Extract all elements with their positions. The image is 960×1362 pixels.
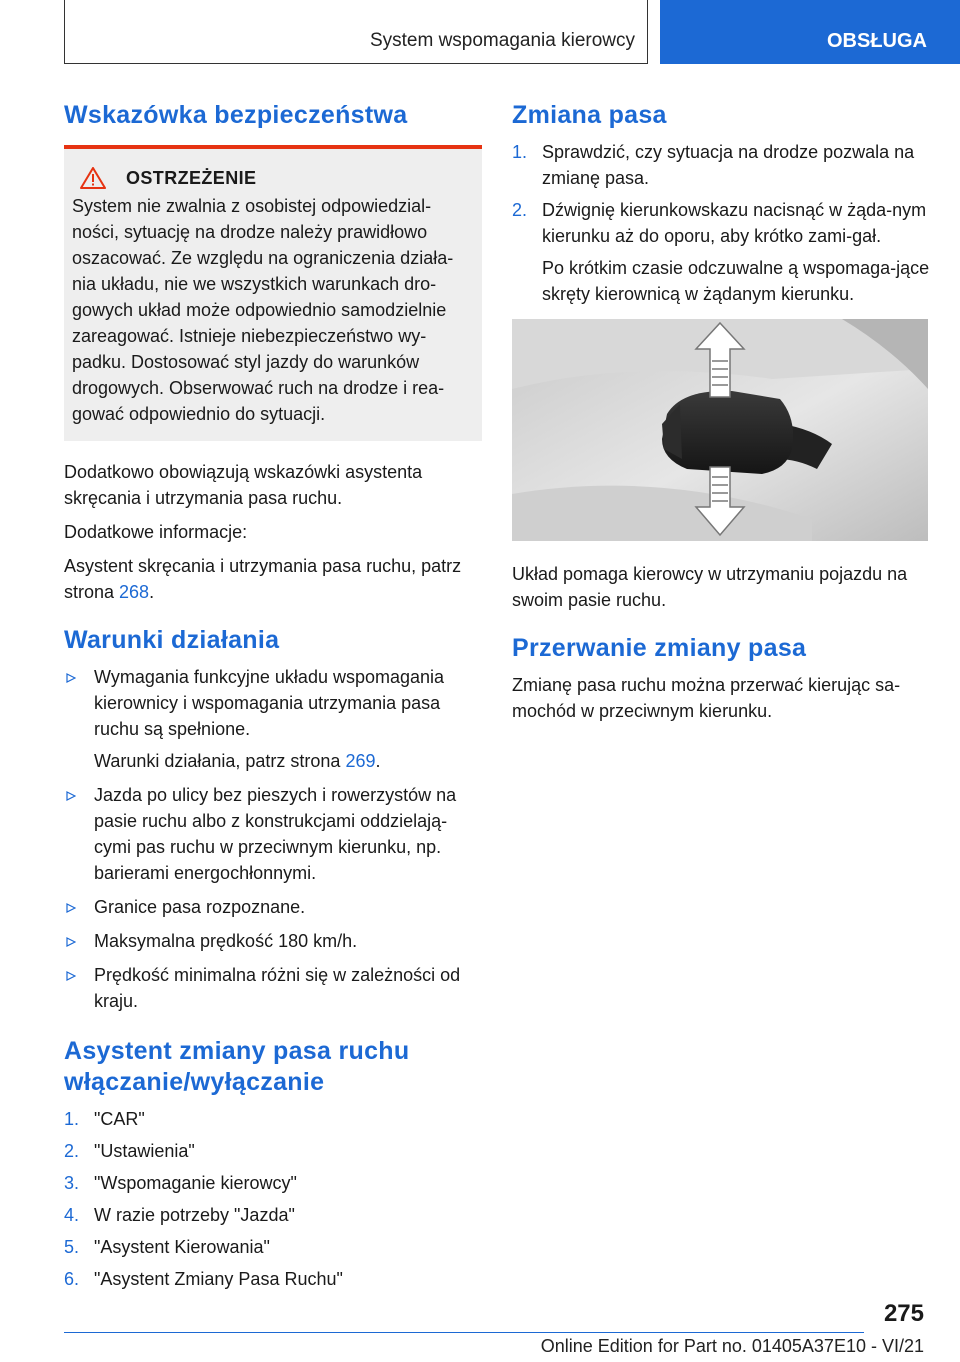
heading-safety: Wskazówka bezpieczeństwa xyxy=(64,101,408,129)
list-item xyxy=(64,1106,482,1132)
step-number: 4. xyxy=(64,1205,80,1225)
spacer xyxy=(64,613,482,625)
conditions-list xyxy=(64,664,482,1014)
para-more-info-label: Dodatkowe informacje: xyxy=(64,522,248,542)
list-item-text: Maksymalna prędkość 180 km/h. xyxy=(94,931,358,951)
list-item xyxy=(64,664,482,774)
step-number: 6. xyxy=(64,1269,80,1289)
warning-header xyxy=(72,167,470,189)
step-text: W razie potrzeby "Jazda" xyxy=(94,1205,295,1225)
step-number: 3. xyxy=(64,1173,80,1193)
para-assist: Układ pomaga kierowcy w utrzymaniu pojazdu na swoim pasie ruchu. xyxy=(512,564,908,610)
warning-triangle-icon xyxy=(80,167,106,189)
para-reference xyxy=(64,553,482,605)
step-text: "Asystent Kierowania" xyxy=(94,1237,270,1257)
turn-signal-lever-illustration xyxy=(512,319,928,541)
header-frame xyxy=(64,0,648,64)
list-item-text: Wymagania funkcyjne układu wspomagania kierownicy i wspomagania utrzymania pasa ruchu są spełnione. xyxy=(94,667,445,739)
footer-divider xyxy=(64,1332,864,1333)
step-text: Sprawdzić, czy sytuacja na drodze pozwala na zmianę pasa. xyxy=(542,142,915,188)
page-link-269[interactable]: 269 xyxy=(345,751,376,771)
triangle-bullet-icon xyxy=(66,791,76,801)
list-item xyxy=(64,1234,482,1260)
list-item-text: Granice pasa rozpoznane. xyxy=(94,897,306,917)
section-title: System wspomagania kierowcy xyxy=(369,30,635,51)
toggle-steps-list xyxy=(64,1106,482,1292)
step-number: 1. xyxy=(512,142,528,162)
list-item xyxy=(64,1170,482,1196)
heading-conditions: Warunki działania xyxy=(64,626,280,654)
list-item xyxy=(64,782,482,886)
page-number: 275 xyxy=(883,1300,924,1327)
heading-abort: Przerwanie zmiany pasa xyxy=(512,634,807,662)
conditions-ref-text: Warunki działania, patrz strona xyxy=(94,751,346,771)
spacer xyxy=(512,621,930,633)
chapter-tab[interactable]: OBSŁUGA xyxy=(660,0,960,64)
step-number: 2. xyxy=(64,1141,80,1161)
step-sub-text: Po krótkim czasie odczuwalne ą wspomaga-jące skręty kierownicą w żądanym kierunku. xyxy=(542,258,930,304)
list-item xyxy=(64,962,482,1014)
warning-title: OSTRZEŻENIE xyxy=(126,167,257,188)
triangle-bullet-icon xyxy=(66,903,76,913)
triangle-bullet-icon xyxy=(66,971,76,981)
conditions-ref xyxy=(94,748,482,774)
spacer xyxy=(64,1024,482,1036)
step-text: "Ustawienia" xyxy=(94,1141,195,1161)
step-number: 1. xyxy=(64,1109,80,1129)
para-additional: Dodatkowo obowiązują wskazówki asystenta skręcania i utrzymania pasa ruchu. xyxy=(64,462,423,508)
reference-end: . xyxy=(149,582,155,602)
warning-box xyxy=(64,145,482,441)
footer-edition: Online Edition for Part no. 01405A37E10 - VI/21 xyxy=(540,1336,924,1356)
reference-text: Asystent skręcania i utrzymania pasa ruchu, patrz strona xyxy=(64,556,462,602)
list-item xyxy=(64,1266,482,1292)
list-item xyxy=(64,1202,482,1228)
list-item xyxy=(64,894,482,920)
conditions-ref-end: . xyxy=(375,751,381,771)
list-item-text: Prędkość minimalna różni się w zależności od kraju. xyxy=(94,965,461,1011)
heading-lane-change-toggle: Asystent zmiany pasa ruchu włączanie/wyłączanie xyxy=(64,1037,410,1096)
right-column xyxy=(512,100,930,732)
list-item xyxy=(64,1138,482,1164)
lane-change-steps xyxy=(512,139,930,307)
para-abort: Zmianę pasa ruchu można przerwać kierując sa-mochód w przeciwnym kierunku. xyxy=(512,675,901,721)
step-text: "CAR" xyxy=(94,1109,145,1129)
step-text: "Wspomaganie kierowcy" xyxy=(94,1173,297,1193)
step-number: 2. xyxy=(512,200,528,220)
step-number: 5. xyxy=(64,1237,80,1257)
heading-lane-change: Zmiana pasa xyxy=(512,101,667,129)
triangle-bullet-icon xyxy=(66,937,76,947)
warning-text: System nie zwalnia z osobistej odpowiedzial-ności, sytuację na drodze należy prawidłowo oszacować. Ze względu na ograniczenia działa-nia układu, nie we wszystkich warunkach dro-gowych układ może odpowiednio samodzielnie zareagować. Istnieje niebezpieczeństwo wy-padku. Dostosować styl jazdy do warunków drogowych. Obserwować ruch na drodze i rea-gować odpowiednio do sytuacji. xyxy=(72,196,454,424)
left-column xyxy=(64,100,482,1302)
list-item xyxy=(512,139,930,191)
page-link-268[interactable]: 268 xyxy=(119,582,150,602)
list-item xyxy=(512,197,930,307)
triangle-bullet-icon xyxy=(66,673,76,683)
step-text: Dźwignię kierunkowskazu nacisnąć w żąda-nym kierunku aż do oporu, aby krótko zami-gał. xyxy=(542,200,927,246)
list-item-text: Jazda po ulicy bez pieszych i rowerzystów na pasie ruchu albo z konstrukcjami oddzielają-cymi pas ruchu w przeciwnym kierunku, np. barierami energochłonnymi. xyxy=(94,785,457,883)
list-item xyxy=(64,928,482,954)
step-text: "Asystent Zmiany Pasa Ruchu" xyxy=(94,1269,343,1289)
